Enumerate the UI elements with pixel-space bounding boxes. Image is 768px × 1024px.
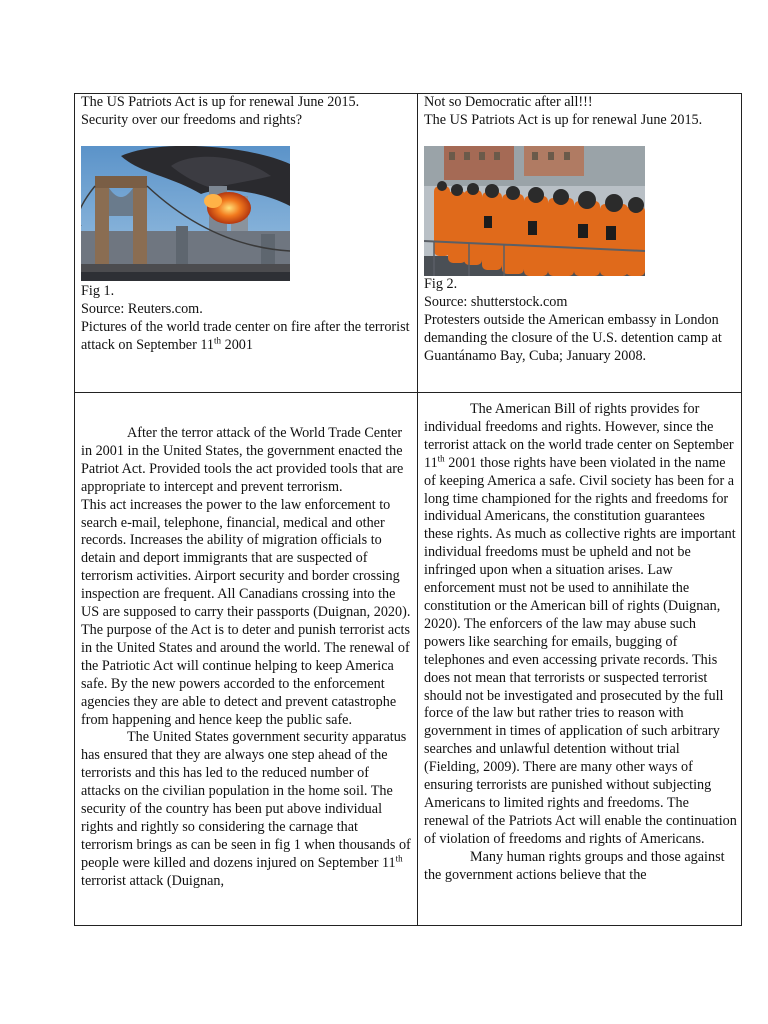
right-paragraph-1: The American Bill of rights provides for individual freedoms and rights. However, since the terrorist attack on the world trade center on September 11th 2001 those rights have been violated in the name of keeping America a safe. Civil society has been for a long time championed for the rights and freedoms for individual Americans, the constitution guarantees these rights. As much as collective rights are important individual freedoms must be upheld and not be infringed upon when a situation arises. Law enforcement must not be used to annihilate the constitution or the American bill of rights (Duignan, 2020). The enforcers of the law may abuse such powers like searching for emails, bugging of telephones and even accessing private records. This does not mean that terrorists or suspected terrorist should not be investigated and prosecuted by the full force of the law but rather tries to reason with government in times of application of such arbitrary searches and unlawful detention without trial (Fielding, 2009). There are many other ways of ensuring terrorists are punished without subjecting Americans to limited rights and freedoms. The renewal of the Patriots Act will enable the continuation of violation of freedoms and rights of Americans. <box>424 401 737 847</box>
right-paragraph-2: Many human rights groups and those against the government actions believe that the <box>424 848 725 883</box>
wtc-brooklyn-bridge-illustration <box>81 146 290 281</box>
table-border-bottom <box>74 925 742 926</box>
fig2-label: Fig 2. <box>424 276 458 292</box>
fig2-description: Protesters outside the American embassy in London demanding the closure of the U.S. detention camp at Guantánamo Bay, Cuba; January 2008. <box>424 311 722 364</box>
table-border-right <box>741 93 742 926</box>
table-border-center <box>417 93 418 926</box>
fig1-label: Fig 1. <box>81 283 115 299</box>
fig2-source: Source: shutterstock.com <box>424 293 568 310</box>
top-left-heading-2: Security over our freedoms and rights? <box>81 111 303 128</box>
cell-bottom-left <box>81 425 411 924</box>
top-right-heading-2: The US Patriots Act is up for renewal June 2015. <box>424 111 703 128</box>
top-right-heading-1: Not so Democratic after all!!! <box>424 94 593 110</box>
top-left-heading-1: The US Patriots Act is up for renewal June 2015. <box>81 94 360 110</box>
fig2-image <box>424 146 645 276</box>
table-border-left <box>74 93 75 926</box>
left-paragraph-3: The United States government security apparatus has ensured that they are always one step ahead of the terrorists and this has led to the reduced number of attacks on the civilian population in the home soil. The security of the country has been put above individual rights and rightly so considering the carnage that terrorism brings as can be seen in fig 1 when thousands of people were killed and dozens injured on September 11th terrorist attack (Duignan, <box>81 729 411 889</box>
table-border-middle <box>74 392 742 393</box>
fig1-description: Pictures of the world trade center on fire after the terrorist attack on September 11th 2001 <box>81 318 410 353</box>
guantanamo-protest-illustration <box>424 146 645 276</box>
cell-bottom-right <box>424 401 737 924</box>
fig1-caption <box>81 283 413 373</box>
fig2-caption <box>424 276 738 386</box>
fig1-image <box>81 146 290 281</box>
cell-top-right <box>424 94 738 144</box>
left-paragraph-2: This act increases the power to the law enforcement to search e-mail, telephone, financial, medical and other records. Increases the ability of migration officials to detain and deport immigrants that are suspected of terrorism activities. Airport security and border crossing inspection are frequent. All Canadians crossing into the US are supposed to carry their passports (Duignan, 2020). The purpose of the Act is to deter and punish terrorist acts in the United States and around the world. The renewal of the Patriotic Act will continue helping to keep America safe. By the new powers accorded to the enforcement agencies they are able to detect and prevent catastrophe from happening and hence keep the public safe. <box>81 496 411 728</box>
left-paragraph-1: After the terror attack of the World Trade Center in 2001 in the United States, the government enacted the Patriot Act. Provided tools the act provided tools that are appropriate to intercept and prevent terrorism. <box>81 425 404 495</box>
fig1-source: Source: Reuters.com. <box>81 300 203 317</box>
